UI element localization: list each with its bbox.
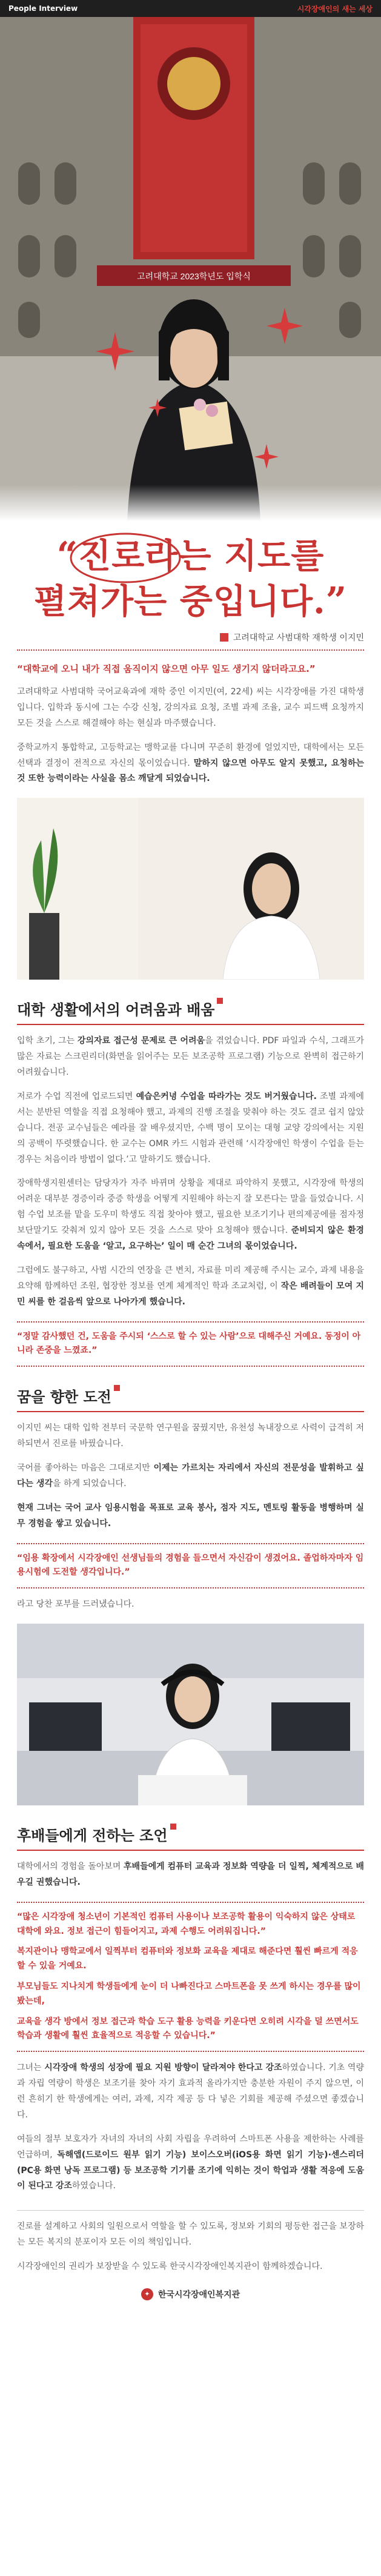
s2-paragraph-2: 국어를 좋아하는 마음은 그대로지만 이제는 가르치는 자리에서 자신의 전문성을 발휘하고 싶다는 생각을 하게 되었습니다. — [17, 1462, 364, 1489]
banner-text: 고려대학교 2023학년도 입학식 — [137, 271, 251, 281]
s1-paragraph-4: 그럼에도 불구하고, 사범 시간의 연장을 큰 변치, 자료를 미리 제공해 주시는 교수, 과제 내용을 요약해 함께하던 조원, 협장한 정보를 연계 체계적인 학과 조교처럼, 이 작은 배려들이 모여 지민 씨를 한 걸음씩 앞으로 나아가게 했습니다. — [17, 1265, 365, 1307]
headline — [0, 521, 381, 624]
title-dot-icon — [170, 1824, 176, 1830]
bullet-square-icon — [220, 633, 228, 642]
outro-paragraph-1: 진로를 설계하고 사회의 일원으로서 역할을 할 수 있도록, 정보와 기회의 평등한 접근을 보장하는 모든 복지의 분포이자 모든 이의 책임입니다. — [17, 2222, 364, 2248]
hand-drawn-circle-icon — [65, 526, 186, 587]
s3-paragraph-2: 그녀는 시각장애 학생의 성장에 필요 지원 방향이 달라져야 한다고 강조하였습니다. 기초 역량과 자립 역량이 학생은 보조기를 찾아 자기 효과적 올라가지만 충분한 자원이 주지 않으면, 이런 흔히기 한 학생에게는 여러, 과제, 지각 제공 등 다 넣은 기회를 제공해 주셨으면 좋겠습니다. — [17, 2063, 364, 2120]
section-title-2: 꿈을 향한 도전 — [17, 1385, 364, 1412]
open-quote-mark: “ — [56, 534, 79, 577]
s2-paragraph-1: 이지민 씨는 대학 입학 전부터 국문학 연구원을 꿈꿨지만, 유천성 녹내장으로 사력이 급격히 저하되면서 진로를 바꿨습니다. — [17, 1423, 364, 1449]
s1-paragraph-1: 입학 초기, 그는 강의자료 접근성 문제로 큰 어려움을 겪었습니다. PDF 파일과 수식, 그래프가 많은 자료는 스크린리더(화면을 읽어주는 모든 보조공학 프로그램) 기능으로 완벽히 접근하기 어려웠습니다. — [17, 1036, 364, 1078]
divider — [17, 2210, 364, 2211]
s2-quote: “임용 확장에서 시각장애인 선생님들의 경험을 들으면서 자신감이 생겼어요. 졸업하자마자 임용시험에 도전할 생각입니다.” — [17, 1543, 364, 1589]
outro-paragraph-2: 시각장애인의 권리가 보장받을 수 있도록 한국시각장애인복지관이 함께하겠습니다. — [17, 2262, 323, 2272]
s3-paragraph-1: 대학에서의 경험을 돌아보며 후배들에게 컴퓨터 교육과 정보화 역량을 더 일찍, 체계적으로 배우길 권했습니다. — [17, 1862, 364, 1887]
lead-quote: “대학교에 오니 내가 직접 움직이지 않으면 아무 일도 생기지 않더라고요.” — [17, 663, 316, 674]
s3-paragraph-3: 여들의 절부 보호자가 자녀의 자녀의 사회 자립을 우려하여 스마트폰 사용을 제한하는 사례를 언급하며, 독해앱(드로이드 원부 읽기 기능) 보이스오버(iOS용 화면 읽기 기능)·센스리더(PC용 화면 낭독 프로그램) 등 보조공학 기기를 조기에 익히는 것이 학업과 생활 적응에 도움이 된다고 강조하였습니다. — [17, 2134, 364, 2191]
s1-paragraph-3: 장애학생지원센터는 담당자가 자주 바뀌며 상황을 제대로 파악하지 못했고, 시각장애 학생의 어려운 대부분 경증이라 중증 학생을 어떻게 지원해야 하는지 잘 모른다는 말을 들었습니다. 시험 수업 보조를 맡을 도우미 학생도 직접 찾아야 했고, 필요한 보조기기나 편의제공에를 점자정보단말기도 갖춰져 있지 않아 모든 것을 스스로 맞아 요청해야 했습니다. 준비되지 않은 환경 속에서, 필요한 도움을 ‘알고, 요구하는’ 일이 매 순간 그녀의 몫이었습니다. — [17, 1178, 364, 1252]
section-title-1: 대학 생활에서의 어려움과 배움 — [17, 998, 364, 1025]
s1-quote: “정말 감사했던 건, 도움을 주시되 ‘스스로 할 수 있는 사람’으로 대해주신 거예요. 동정이 아니라 존중을 느꼈죠.” — [17, 1321, 364, 1367]
top-bar — [0, 0, 381, 17]
magazine-title: 시각장애인의 새는 세상 — [297, 4, 373, 13]
interviewee-caption: 고려대학교 사범대학 재학생 이지민 — [0, 631, 364, 643]
hero-photo — [0, 17, 381, 521]
section-label: People Interview — [8, 4, 78, 13]
photo-office — [17, 798, 364, 980]
intro-paragraph-2: 중학교까지 통합학교, 고등학교는 맹학교를 다니며 꾸준히 환경에 얼었지만, 대학에서는 모든 선택과 결정이 전적으로 자신의 몫이었습니다. 말하지 않으면 아무도 알지 못했고, 요청하는 것 또한 능력이라는 사실을 몸소 깨달게 되었습니다. — [17, 742, 364, 784]
hero-illustration — [0, 17, 381, 521]
title-dot-icon — [114, 1385, 120, 1391]
headline-line-2: 펼쳐가는 중입니다.” — [33, 580, 348, 622]
logo-icon: ✦ — [141, 2288, 153, 2300]
intro-paragraph-1: 고려대학교 사범대학 국어교육과에 재학 중인 이지민(여, 22세) 씨는 시각장애를 가진 대학생입니다. 입학과 동시에 그는 수강 신청, 강의자료 요청, 조별 과제 조율, 교수 피드백 요청까지 모든 것을 스스로 해결해야 하는 현실과 마주했습니다. — [17, 687, 364, 728]
s1-paragraph-2: 저로가 수업 직전에 업로드되면 예습은커녕 수업을 따라가는 것도 버거웠습니다. 조별 과제에서는 분반된 역할을 직접 요청해야 했고, 과제의 진행 조절을 맞춰야 하는 것도 결코 쉽지 않았습니다. 전공 교수님들은 예라를 잘 배우셨지만, 수백 명이 모이는 대형 교양 강의에서는 지원의 공백이 뚜렷했습니다. 한 교수는 OMR 카드 시험과 관련해 ‘시각장애인 학생이 수업을 듣는 경우는 처음이라 방법이 없다.’고 말하기도 했습니다. — [17, 1092, 364, 1164]
close-quote-mark: ” — [325, 580, 348, 622]
photo-computer-room — [17, 1624, 364, 1805]
s3-quote: “많은 시각장애 청소년이 기본적인 컴퓨터 사용이나 보조공학 활용이 익숙하지 않은 상태로 대학에 와요. 정보 접근이 힘들어지고, 과제 수행도 어려워집니다.” 복지관이나 맹학교에서 일찍부터 컴퓨터와 정보화 교육을 제대로 해준다면 훨씬 빠르게 적응할 수 있을 거예요. 부모님들도 지나치게 학생들에게 눈이 더 나빠진다고 스마트폰을 못 쓰게 하시는 경우를 많이 봤는데, 교육을 생각 방에서 정보 접근과 학습 도구 활용 능력을 키운다면 오히려 시각을 덜 쓰면서도 학습과 생활에 훨씬 효율적으로 적응할 수 있습니다.” — [17, 1902, 364, 2052]
footer-logo: ✦ 한국시각장애인복지관 — [0, 2288, 381, 2300]
interview-photo-1 — [17, 798, 364, 980]
title-dot-icon — [217, 998, 223, 1004]
s2-paragraph-4: 라고 당찬 포부를 드러냈습니다. — [17, 1599, 134, 1610]
headline-line-1: “ 진로라는 지도를 — [12, 533, 369, 579]
interview-photo-2 — [17, 1624, 364, 1805]
divider — [17, 649, 364, 651]
s2-paragraph-3: 현재 그녀는 국어 교사 임용시험을 목표로 교육 봉사, 점자 지도, 멘토링 활동을 병행하며 실무 경험을 쌓고 있습니다. — [17, 1502, 364, 1529]
circled-word: 진로 — [78, 535, 145, 577]
section-title-3: 후배들에게 전하는 조언 — [17, 1824, 364, 1851]
hero-fade — [0, 485, 381, 521]
